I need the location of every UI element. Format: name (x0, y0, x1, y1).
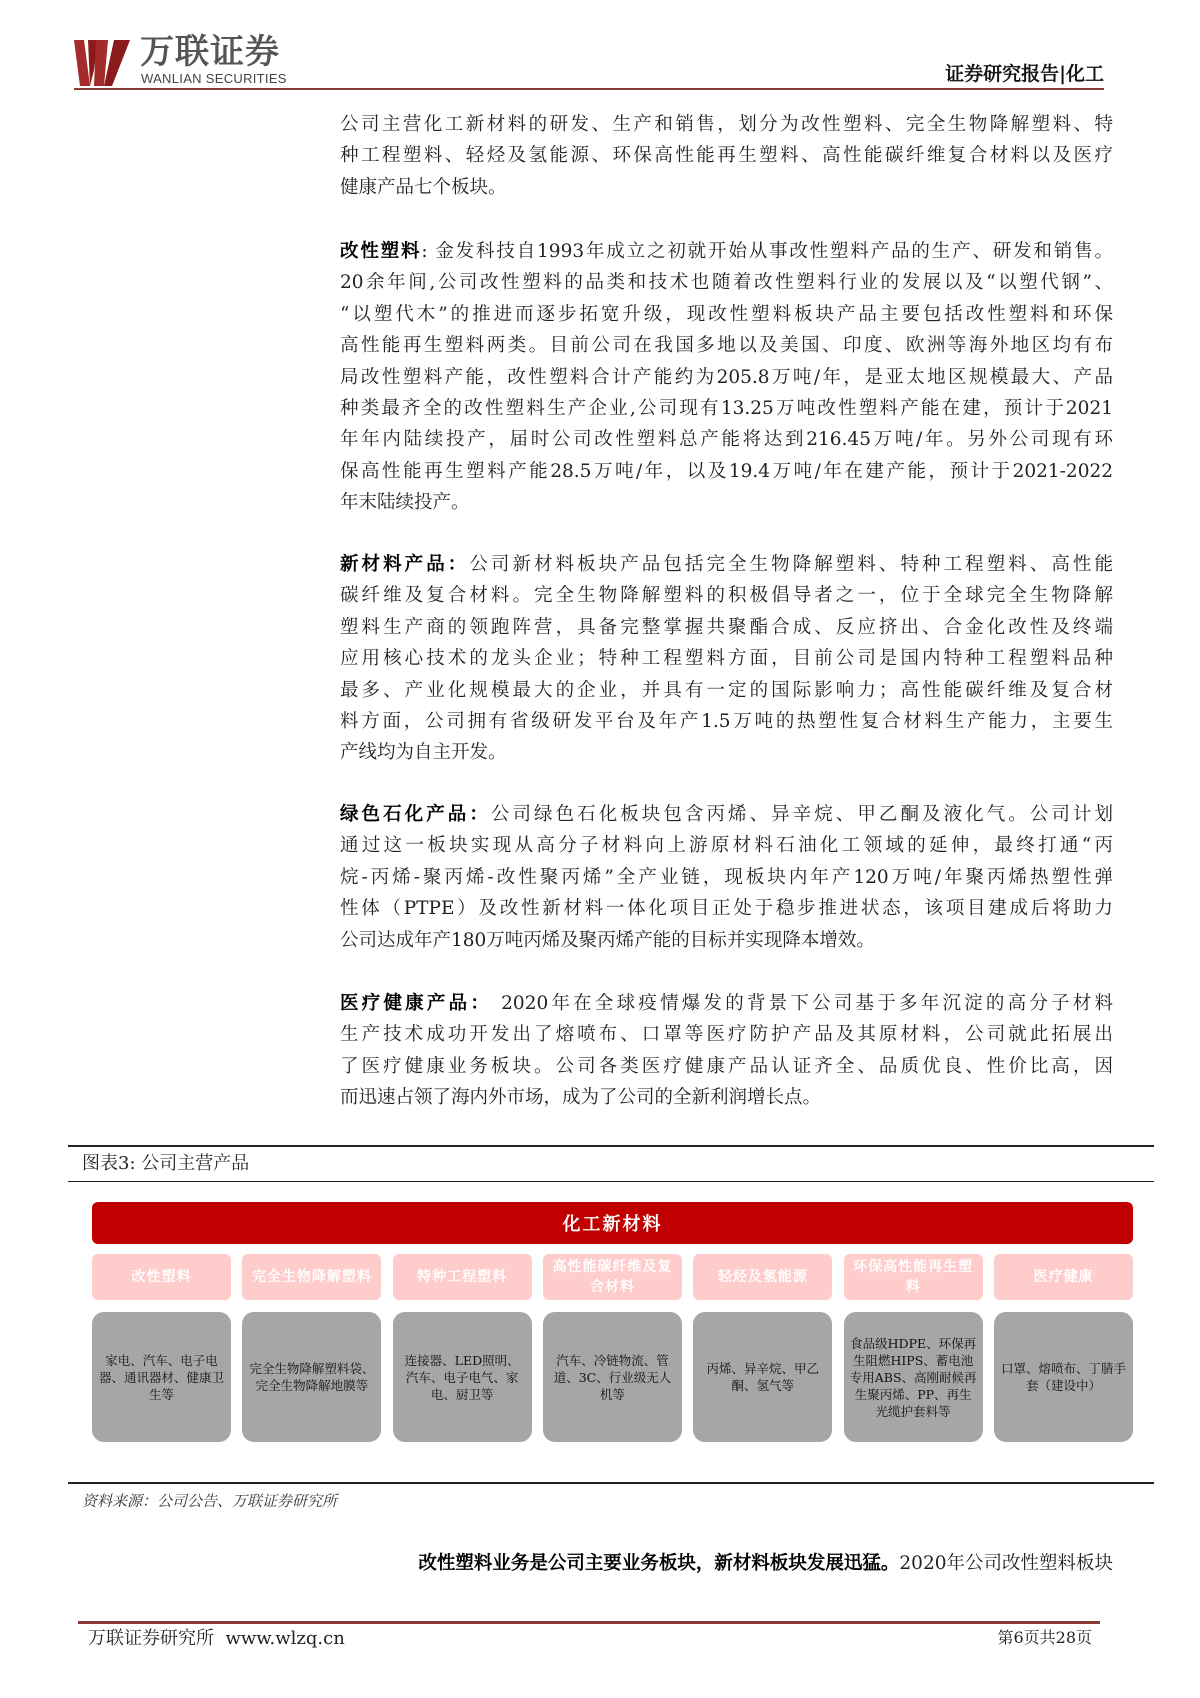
segment-applications: 食品级HDPE、环保再生阻燃HIPS、蓄电池专用ABS、高刚耐候再生聚丙烯、PP、再生光缆护套料等 (844, 1312, 983, 1442)
text-line (340, 799, 1113, 830)
segment-column (393, 1254, 532, 1442)
line-text: 塑料生产商的领跑阵营，具备完整掌握共聚酯合成、反应挤出、合金化改性及终端 (340, 616, 1113, 638)
diagram-segments (92, 1254, 1133, 1442)
text-line (340, 1082, 1113, 1113)
text-line (340, 549, 1113, 580)
text-line (340, 299, 1113, 330)
line-text: 而迅速占领了海内外市场，成为了公司的全新利润增长点。 (340, 1087, 822, 1109)
segment-column (844, 1254, 983, 1442)
diagram-root-node: 化工新材料 (92, 1202, 1133, 1244)
segment-name: 完全生物降解塑料 (242, 1254, 381, 1300)
segment-name: 高性能碳纤维及复合材料 (543, 1254, 682, 1300)
segment-column (693, 1254, 832, 1442)
text-line (340, 109, 1113, 140)
segment-column (92, 1254, 231, 1442)
segment-applications: 连接器、LED照明、汽车、电子电气、家电、厨卫等 (393, 1312, 532, 1442)
line-text: “以塑代木”的推进而逐步拓宽升级，现改性塑料板块产品主要包括改性塑料和环保 (340, 303, 1113, 325)
segment-name: 改性塑料 (92, 1254, 231, 1300)
line-text: 公司绿色石化板块包含丙烯、异辛烷、甲乙酮及液化气。公司计划 (490, 804, 1113, 825)
segment-applications: 完全生物降解塑料袋、完全生物降解地膜等 (242, 1312, 381, 1442)
text-line (340, 236, 1113, 267)
segment-applications: 口罩、熔喷布、丁腈手套（建设中） (994, 1312, 1133, 1442)
text-line (340, 1019, 1113, 1050)
logo-chinese-name: 万联证券 (140, 32, 280, 72)
segment-applications: 丙烯、异辛烷、甲乙酮、氢气等 (693, 1312, 832, 1442)
footer-divider (78, 1621, 1100, 1624)
figure-title-rule (68, 1181, 1154, 1182)
line-text: 公司达成年产180万吨丙烯及聚丙烯产能的目标并实现降本增效。 (340, 929, 875, 951)
text-line (340, 925, 1113, 956)
line-text: 料方面，公司拥有省级研发平台及年产1.5万吨的热塑性复合材料生产能力，主要生 (340, 711, 1113, 733)
text-line (340, 424, 1113, 455)
text-line (340, 737, 1113, 768)
line-text: 了医疗健康业务板块。公司各类医疗健康产品认证齐全、品质优良、性价比高，因 (340, 1055, 1113, 1077)
line-text: 20余年间,公司改性塑料的品类和技术也随着改性塑料行业的发展以及“以塑代钢”、 (340, 272, 1113, 294)
paragraph-modified-plastics (340, 236, 1113, 519)
segment-name: 医疗健康 (994, 1254, 1133, 1300)
logo-english-name: WANLIAN SECURITIES (141, 71, 287, 86)
paragraph-lead: 新材料产品： (340, 554, 470, 575)
segment-applications: 汽车、冷链物流、管道、3C、行业级无人机等 (543, 1312, 682, 1442)
line-text: 烷-丙烯-聚丙烯-改性聚丙烯”全产业链，现板块内年产120万吨/年聚丙烯热塑性弹 (340, 866, 1113, 888)
closing-text: 2020年公司改性塑料板块 (899, 1553, 1113, 1574)
line-text: 性体（PTPE）及改性新材料一体化项目正处于稳步推进状态，该项目建成后将助力 (340, 898, 1113, 920)
segment-column (242, 1254, 381, 1442)
paragraph-lead: 医疗健康产品： (340, 993, 493, 1014)
paragraph-new-materials (340, 549, 1113, 769)
line-text: 种工程塑料、轻烃及氢能源、环保高性能再生塑料、高性能碳纤维复合材料以及医疗 (340, 145, 1113, 167)
text-line (340, 830, 1113, 861)
wanlian-logo-icon (74, 40, 130, 86)
line-text: 公司新材料板块产品包括完全生物降解塑料、特种工程塑料、高性能 (469, 554, 1113, 575)
paragraph-medical-health (340, 988, 1113, 1114)
paragraph-lead: 改性塑料 (340, 241, 422, 262)
line-text: 公司主营化工新材料的研发、生产和销售，划分为改性塑料、完全生物降解塑料、特 (340, 114, 1113, 135)
header-divider (74, 88, 1104, 90)
text-line (340, 675, 1113, 706)
text-line (340, 643, 1113, 674)
text-line (340, 612, 1113, 643)
line-text: 健康产品七个板块。 (340, 176, 507, 198)
line-text: 最多、产业化规模最大的企业，并具有一定的国际影响力；高性能碳纤维及复合材 (340, 679, 1113, 701)
text-line (340, 267, 1113, 298)
text-line (340, 862, 1113, 893)
line-text: 保高性能再生塑料产能28.5万吨/年，以及19.4万吨/年在建产能，预计于2021-2022 (340, 460, 1113, 482)
segment-name: 环保高性能再生塑料 (844, 1254, 983, 1300)
segment-column (543, 1254, 682, 1442)
segment-name: 轻烃及氢能源 (693, 1254, 832, 1300)
text-line (340, 893, 1113, 924)
segment-name: 特种工程塑料 (393, 1254, 532, 1300)
text-line (340, 1051, 1113, 1082)
line-text: 高性能再生塑料两类。目前公司在我国多地以及美国、印度、欧洲等海外地区均有布 (340, 335, 1113, 357)
line-text: 年末陆续投产。 (340, 492, 470, 514)
line-text: 局改性塑料产能，改性塑料合计产能约为205.8万吨/年，是亚太地区规模最大、产品 (340, 366, 1113, 388)
line-text: 年年内陆续投产，届时公司改性塑料总产能将达到216.45万吨/年。另外公司现有环 (340, 429, 1113, 451)
text-line (340, 330, 1113, 361)
page-number: 第6页共28页 (997, 1628, 1092, 1647)
line-text: 通过这一板块实现从高分子材料向上游原材料石油化工领域的延伸，最终打通“丙 (340, 835, 1113, 857)
paragraph-overview (340, 109, 1113, 203)
segment-column (994, 1254, 1133, 1442)
footer-source: 万联证券研究所 www.wlzq.cn (88, 1628, 345, 1649)
text-line (340, 393, 1113, 424)
report-category: 证券研究报告|化工 (945, 63, 1104, 85)
line-text: : 金发科技自1993年成立之初就开始从事改性塑料产品的生产、研发和销售。 (421, 241, 1113, 262)
figure-top-rule (68, 1145, 1154, 1147)
figure-bottom-rule (68, 1482, 1154, 1484)
paragraph-closing (340, 1548, 1113, 1579)
closing-lead: 改性塑料业务是公司主要业务板块，新材料板块发展迅猛。 (418, 1553, 900, 1574)
figure-source: 资料来源：公司公告、万联证券研究所 (82, 1492, 338, 1510)
line-text: 生产技术成功开发出了熔喷布、口罩等医疗防护产品及其原材料，公司就此拓展出 (340, 1024, 1113, 1046)
text-line (340, 172, 1113, 203)
line-text: 应用核心技术的龙头企业；特种工程塑料方面，目前公司是国内特种工程塑料品种 (340, 648, 1113, 670)
figure-title: 图表3: 公司主营产品 (82, 1153, 250, 1174)
line-text: 产线均为自主开发。 (340, 742, 507, 764)
paragraph-green-petrochemical (340, 799, 1113, 956)
text-line (340, 140, 1113, 171)
line-text: 2020年在全球疫情爆发的背景下公司基于多年沉淀的高分子材料 (492, 993, 1113, 1014)
line-text: 碳纤维及复合材料。完全生物降解塑料的积极倡导者之一，位于全球完全生物降解 (340, 585, 1113, 607)
segment-applications: 家电、汽车、电子电器、通讯器材、健康卫生等 (92, 1312, 231, 1442)
text-line (340, 706, 1113, 737)
text-line (340, 487, 1113, 518)
text-line (340, 988, 1113, 1019)
text-line (340, 362, 1113, 393)
text-line (340, 580, 1113, 611)
line-text: 种类最齐全的改性塑料生产企业,公司现有13.25万吨改性塑料产能在建，预计于2021 (340, 398, 1113, 420)
paragraph-lead: 绿色石化产品： (340, 804, 491, 825)
text-line (340, 456, 1113, 487)
